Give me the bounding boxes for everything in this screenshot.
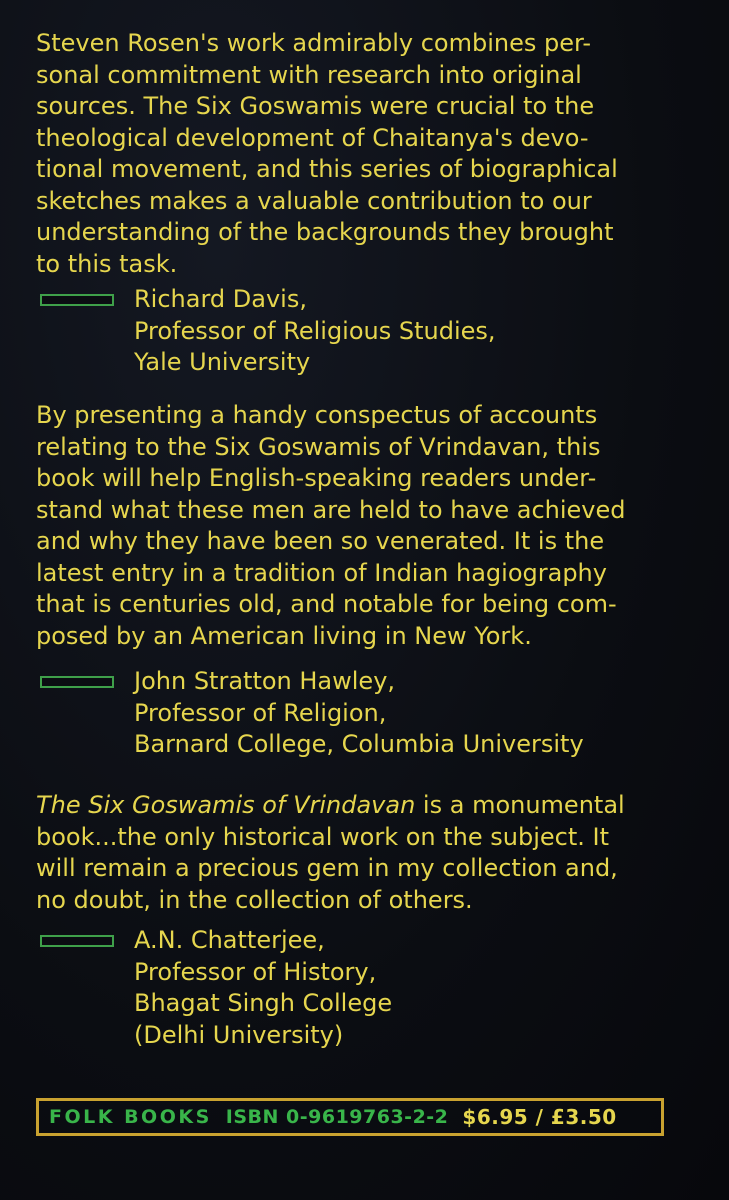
publisher-info-box: [36, 1098, 664, 1136]
blurb-davis: Steven Rosen's work admirably combines per- sonal commitment with research into original sources. The Six Goswamis were crucial to the theological development of Chaitanya's devo- tional movement, and this series of biographical sketches makes a valuable contribution to our understanding of the backgrounds they brought to this task.: [36, 29, 618, 278]
isbn-number: ISBN 0-9619763-2-2: [225, 1106, 449, 1128]
book-title: The Six Goswamis of Vrindavan: [36, 791, 416, 819]
blurb-hawley: By presenting a handy conspectus of accounts relating to the Six Goswamis of Vrindavan, this book will help English-speaking readers under- stand what these men are held to have achieved and why they have been so venerated. It is the latest entry in a tradition of Indian hagiography that is centuries old, and notable for being com- posed by an American living in New York.: [36, 401, 626, 650]
attribution-chatterjee-text: A.N. Chatterjee, Professor of History, Bhagat Singh College (Delhi University): [134, 926, 393, 1049]
blurb-chatterjee: [36, 790, 696, 916]
publisher-name: FOLK BOOKS: [49, 1106, 212, 1128]
attribution-bar-icon: [40, 935, 114, 947]
attribution-bar-icon: [40, 676, 114, 688]
attribution-hawley-text: John Stratton Hawley, Professor of Religion, Barnard College, Columbia University: [134, 667, 584, 758]
attribution-bar-icon: [40, 294, 114, 306]
price: $6.95 / £3.50: [462, 1105, 617, 1129]
attribution-davis-text: Richard Davis, Professor of Religious Studies, Yale University: [134, 285, 496, 376]
blurb-chatterjee-text: is a monumental book...the only historical work on the subject. It will remain a precious gem in my collection and, no doubt, in the collection of others.: [36, 791, 625, 914]
